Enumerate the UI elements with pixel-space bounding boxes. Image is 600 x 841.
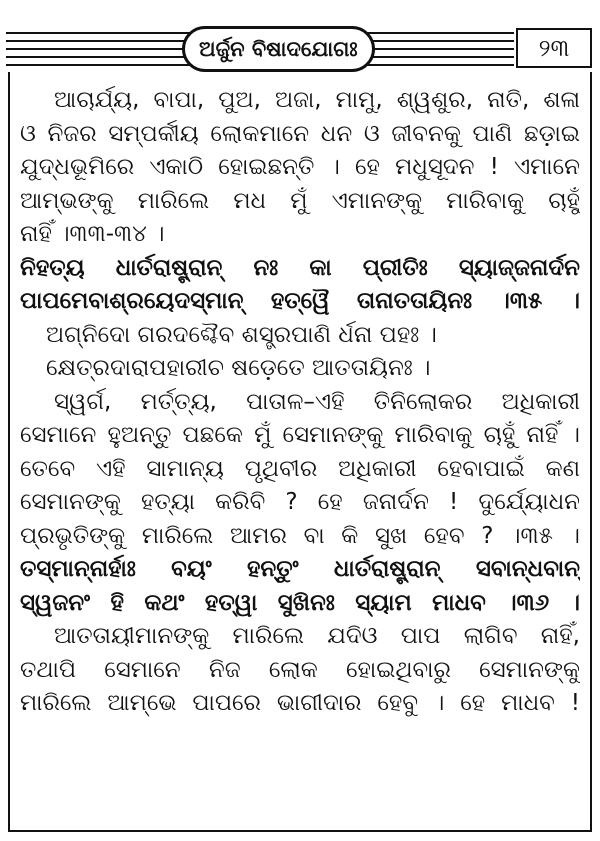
text-line: ଓ ନିଜର ସମ୍ପର୍କୀୟ ଲୋକମାନେ ଧନ ଓ ଜୀବନକୁ ପାଣି ଛଡ଼ାଇ (20, 120, 580, 147)
text-line: ନାହିଁ ।୩୩-୩୪ । (20, 221, 165, 247)
verse-line: ନିହତ୍ୟ ଧାର୍ତରାଷ୍ଟ୍ରାନ୍ ନଃ କା ପ୍ରୀତିଃ ସ୍ୟାଜ୍ଜନାର୍ଦନ (20, 254, 580, 281)
text-line: ଆମ୍ଭଙ୍କୁ ମାରିଲେ ମଧ ମୁଁ ଏମାନଙ୍କୁ ମାରିବାକୁ ଚାହୁଁ (20, 187, 580, 214)
text-line: ତେବେ ଏହି ସାମାନ୍ୟ ପୃଥିବୀର ଅଧିକାରୀ ହେବାପାଇଁ କଣ (20, 455, 580, 482)
text-line: ମାରିଲେ ଆମ୍ଭେ ପାପରେ ଭାଗୀଦାର ହେବୁ । ହେ ମାଧବ ! (20, 690, 580, 716)
verse-line: ସ୍ୱଜନଂ ହି କଥଂ ହତ୍ୱା ସୁଖିନଃ ସ୍ୟାମ ମାଧବ ।୩୬ । (20, 589, 580, 616)
chapter-title: ଅର୍ଜୁନ ବିଷାଦଯୋଗଃ (182, 26, 375, 72)
text-line: ପ୍ରଭୃତିଙ୍କୁ ମାରିଲେ ଆମର ବା କି ସୁଖ ହେବ ? ।୩୫ । (20, 522, 580, 549)
quote-line: କ୍ଷେତ୍ରଦାରାପହାରୀଚ ଷଡ଼େତେ ଆତତାୟିନଃ । (46, 355, 431, 381)
page-header (6, 26, 594, 72)
text-line: ଆତତାୟୀମାନଙ୍କୁ ମାରିଲେ ଯଦିଓ ପାପ ଲାଗିବ ନାହିଁ, (54, 623, 580, 649)
page-body (20, 84, 580, 721)
text-line: ତଥାପି ସେମାନେ ନିଜ ଲୋକ ହୋଇଥିବାରୁ ସେମାନଙ୍କୁ (20, 656, 580, 683)
text-line: ଯୁଦ୍ଧଭୂମିରେ ଏକାଠି ହୋଇଛନ୍ତି । ହେ ମଧୁସୂଦନ ! ଏମାନେ (20, 154, 580, 180)
text-line: ସ୍ୱର୍ଗ, ମର୍ତ୍ତ୍ୟ, ପାତାଳ–ଏହି ତିନିଲୋକର ଅଧିକାରୀ (54, 388, 580, 415)
verse-line: ତସ୍ମାନ୍ନାର୍ହାଃ ବୟଂ ହନ୍ତୁଂ ଧାର୍ତରାଷ୍ଟ୍ରାନ୍ ସବାନ୍ଧବାନ୍ (20, 556, 580, 582)
body-frame-bottom (8, 830, 592, 832)
page-number: ୨୩ (516, 28, 592, 68)
verse-line: ପାପମେବାଶ୍ରୟେଦସ୍ମାନ୍ ହତ୍ୱୈ ତାନାତତାୟିନଃ ।୩୫ । (20, 288, 580, 314)
text-line: ଆଚାର୍ଯ୍ୟ, ବାପା, ପୁଅ, ଅଜା, ମାମୁ, ଶ୍ୱଶୁର, ନାତି, ଶଳା (54, 87, 580, 113)
quote-line: ଅଗ୍ନିଦୋ ଗରଦଶ୍ଚୈବ ଶସ୍ତ୍ରପାଣି ର୍ଧନା ପହଃ । (46, 321, 437, 348)
text-line: ସେମାନଙ୍କୁ ହତ୍ୟା କରିବି ? ହେ ଜନାର୍ଦନ ! ଦୁର୍ଯ୍ୟୋଧନ (20, 489, 580, 515)
text-line: ସେମାନେ ହୁଅନ୍ତୁ ପଛକେ ମୁଁ ସେମାନଙ୍କୁ ମାରିବାକୁ ଚାହୁଁ ନାହିଁ । (20, 422, 580, 448)
